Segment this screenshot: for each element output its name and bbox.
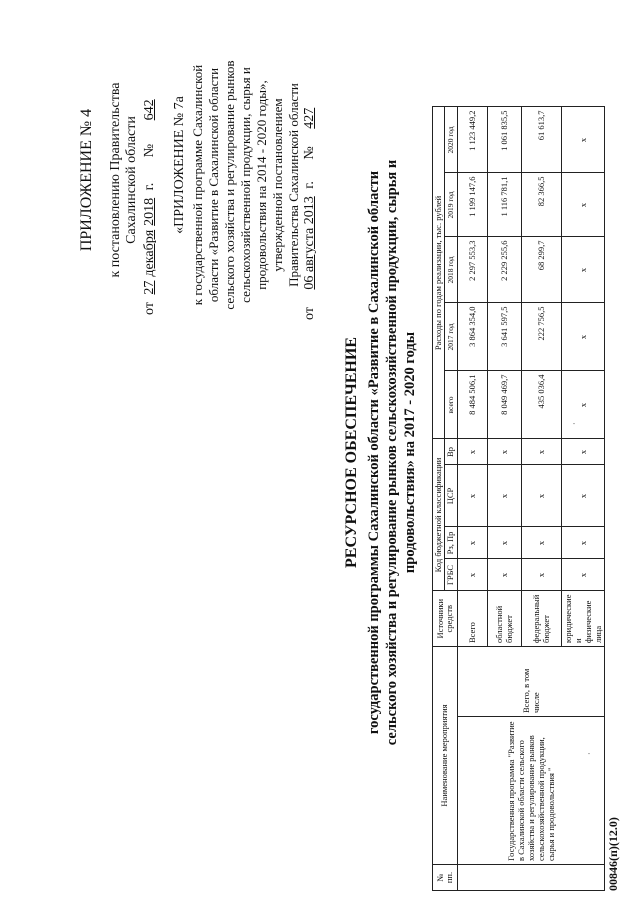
grbs-cell: x [521,559,561,591]
rz-pr-cell: x [521,527,561,559]
quoted-line: к государственной программе Сахалинской [190,64,205,306]
header-grbs: ГРБС [445,559,457,591]
table-header-row [433,107,445,891]
header-num: № пп. [433,865,458,891]
total-cell: 8 049 469,7 [487,371,521,439]
y2018-cell: x [561,237,604,303]
y2018-cell: 2 297 553,3 [457,237,487,303]
y2017-cell: 222 756,5 [521,303,561,371]
scope-cell: Всего, в том числе [457,647,604,717]
header-2018: 2018 год [445,237,457,303]
header-expenses: Расходы по годам реализации, тыс. рублей [433,107,445,439]
y2019-cell: 82 366,5 [521,173,561,237]
quoted-date: 06 августа 2013 [302,196,317,290]
y2020-cell: 61 613,7 [521,107,561,173]
program-name-cell: Государственная программа "Развитие в Сахалинской области сельского хозяйства и регулирование рынков сельскохозяйственной продукции, сырья и продовольствия " [457,717,604,865]
source-cell: областной бюджет [487,591,521,647]
resolution-day: 27 [142,280,157,295]
quoted-line: продовольствия на 2014 - 2020 годы», [254,80,269,290]
header-source: Источники средств [433,591,458,647]
header-csr: ЦСР [445,465,457,527]
quoted-line: области «Развитие в Сахалинской области [206,67,221,303]
total-cell: x [561,371,604,439]
y2019-cell: 1 199 147,6 [457,173,487,237]
rz-pr-cell: x [487,527,521,559]
grbs-cell: x [487,559,521,591]
source-cell: Всего [457,591,487,647]
y2017-cell: 3 641 597,5 [487,303,521,371]
resource-table [432,106,605,891]
csr-cell: x [487,465,521,527]
vr-cell: x [521,439,561,465]
document-subtitle-line: государственной программы Сахалинской области «Развитие в Сахалинской области [366,170,382,735]
quoted-line: Правительства Сахалинской области [286,83,301,287]
header-name: Наименование мероприятия [433,647,458,865]
resolution-year: 2018 [142,197,157,226]
vr-cell: x [561,439,604,465]
number-label: № [142,143,157,158]
y2018-cell: 2 229 255,6 [487,237,521,303]
quoted-appendix-title: «ПРИЛОЖЕНИЕ № 7а [172,96,187,234]
document-subtitle-line: сельского хозяйства и регулирование рынков сельскохозяйственной продукции, сырья и [384,159,400,746]
grbs-cell: x [561,559,604,591]
y2017-cell: 3 864 354,0 [457,303,487,371]
rz-pr-cell: x [457,527,487,559]
quoted-from-label: от [302,307,317,320]
quoted-line: сельскохозяйственной продукции, сырья и [238,67,253,303]
total-cell: 435 036,4 [521,371,561,439]
form-code: 00846(п)(12.0) [606,817,620,891]
quoted-line: утвержденной постановлением [270,98,285,272]
header-2019: 2019 год [445,173,457,237]
y2020-cell: x [561,107,604,173]
header-total: всего [445,371,457,439]
speck: · [570,422,579,425]
quoted-number-label: № [302,146,317,160]
y2019-cell: x [561,173,604,237]
quoted-line: сельского хозяйства и регулирование рынков [222,60,237,310]
resolution-month: декабря [142,229,157,277]
csr-cell: x [561,465,604,527]
appendix-title: ПРИЛОЖЕНИЕ № 4 [78,108,95,252]
csr-cell: x [457,465,487,527]
resolution-number: 642 [142,99,157,121]
y2017-cell: x [561,303,604,371]
quoted-date-row [302,30,318,320]
speck: · [585,752,594,755]
from-label: от [142,302,157,315]
header-budget-class: Код бюджетной классификации [433,439,445,591]
source-cell: юридические и физические лица [561,591,604,647]
year-suffix: г. [142,182,157,191]
quoted-year-suffix: г. [302,181,317,189]
grbs-cell: x [457,559,487,591]
rz-pr-cell: x [561,527,604,559]
csr-cell: x [521,465,561,527]
resolution-date-row [142,45,158,315]
table-row [457,107,487,891]
y2020-cell: 1 061 835,5 [487,107,521,173]
total-cell: 8 484 506,1 [457,371,487,439]
vr-cell: x [487,439,521,465]
row-number-cell [457,865,604,891]
document-subtitle-line: продовольствия» на 2017 - 2020 годы [402,331,418,574]
header-2017: 2017 год [445,303,457,371]
quoted-number: 427 [302,107,317,129]
document-title: РЕСУРСНОЕ ОБЕСПЕЧЕНИЕ [343,337,360,568]
header-vr: Вр [445,439,457,465]
header-2020: 2020 год [445,107,457,173]
y2020-cell: 1 123 449,2 [457,107,487,173]
vr-cell: x [457,439,487,465]
header-rz-pr: Рз, Пр [445,527,457,559]
y2019-cell: 1 116 781,1 [487,173,521,237]
resolution-line-2: Сахалинской области [124,116,139,244]
resolution-line-1: к постановлению Правительства [108,82,123,278]
source-cell: федеральный бюджет [521,591,561,647]
y2018-cell: 68 299,7 [521,237,561,303]
